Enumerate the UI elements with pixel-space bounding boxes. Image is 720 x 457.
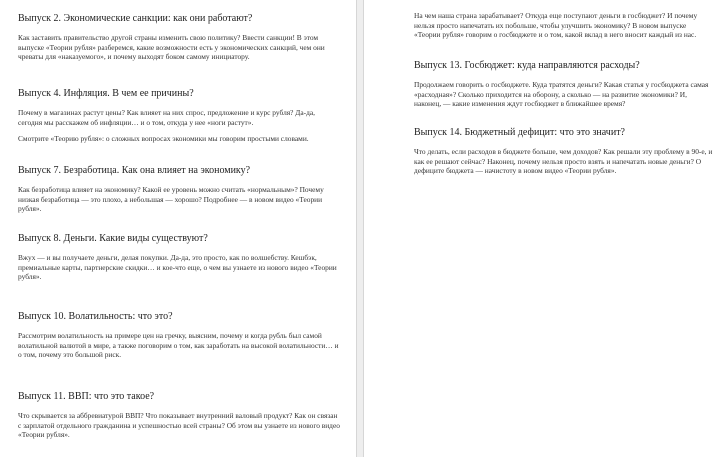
section-episode-11 — [18, 391, 340, 447]
section-episode-2 — [18, 13, 340, 69]
section-title: Выпуск 11. ВВП: что это такое? — [18, 391, 155, 402]
section-episode-8 — [18, 233, 340, 289]
document-page-right — [363, 0, 720, 457]
section-episode-14 — [414, 127, 714, 183]
section-paragraph: Смотрите «Теорию рубля»: о сложных вопросах экономики мы говорим простыми словами. — [18, 134, 309, 144]
section-paragraph: Продолжаем говорить о госбюджете. Куда тратятся деньги? Какая статья у госбюджета самая «расходная»? Сколько приходится на оборону, а сколько — на развитие экономики? И, наконец, — какие изменения ждут госбюджет в ближайшее время? — [414, 80, 709, 109]
section-paragraph: Как безработица влияет на экономику? Какой ее уровень можно считать «нормальным»? Почему низкая безработица — это плохо, а небольшая — хорошо? Подробнее — в новом видео «Теории рубля». — [18, 185, 324, 214]
document-page-left — [0, 0, 357, 457]
section-episode-12-continued — [414, 11, 714, 47]
section-episode-7 — [18, 165, 340, 221]
section-title: Выпуск 8. Деньги. Какие виды существуют? — [18, 233, 208, 244]
section-paragraph: Что скрывается за аббревиатурой ВВП? Что показывает внутренний валовый продукт? Как он связан с зарплатой отдельного гражданина и успешностью всей страны? Об этом вы узнаете из нового видео «Теории рубля». — [18, 411, 340, 440]
section-title: Выпуск 2. Экономические санкции: как они работают? — [18, 13, 253, 24]
section-title: Выпуск 7. Безработица. Как она влияет на экономику? — [18, 165, 251, 176]
section-paragraph: Почему в магазинах растут цены? Как влияет на них спрос, предложение и курс рубля? Да-да, сегодня мы расскажем об инфляции… и о том, откуда у нее «ноги растут». — [18, 108, 315, 127]
section-paragraph: Вжух — и вы получаете деньги, делая покупки. Да-да, это просто, как по волшебству. Кешбэк, премиальные карты, партнерские скидки… и кое-что еще, о чем вы узнаете из нового видео «Теории рубля». — [18, 253, 337, 282]
section-paragraph: На чем наша страна зарабатывает? Откуда еще поступают деньги в госбюджет? И почему нельзя просто напечатать их побольше, чтобы улучшить экономику? В новом выпуске «Теории рубля» говорим о госбюджете и о том, какой вклад в него вносит каждый из нас. — [414, 11, 698, 40]
section-title: Выпуск 10. Волатильность: что это? — [18, 311, 173, 322]
section-title: Выпуск 13. Госбюджет: куда направляются расходы? — [414, 60, 640, 71]
section-paragraph: Что делать, если расходов в бюджете больше, чем доходов? Как решали эту проблему в 90-е, и как ее решают сейчас? Наконец, почему нельзя просто взять и напечатать новые деньги? О дефиците бюджета — начистоту в новом видео «Теории рубля». — [414, 147, 713, 176]
section-episode-13 — [414, 60, 714, 116]
section-paragraph: Как заставить правительство другой страны изменить свою политику? Ввести санкции! В этом выпуске «Теории рубля» разберемся, какие возможности есть у экономических санкций, чем они чреваты для «наказуемого», и почему выходят боком самому инициатору. — [18, 33, 325, 62]
section-paragraph: Рассмотрим волатильность на примере цен на гречку, выясним, почему и когда рубль был самой волатильной валютой в мире, а также поговорим о том, как заработать на высокой волатильности… и о том, почему это большой риск. — [18, 331, 339, 360]
section-episode-10 — [18, 311, 340, 367]
section-title: Выпуск 4. Инфляция. В чем ее причины? — [18, 88, 194, 99]
section-episode-4 — [18, 88, 340, 151]
section-title: Выпуск 14. Бюджетный дефицит: что это значит? — [414, 127, 625, 138]
